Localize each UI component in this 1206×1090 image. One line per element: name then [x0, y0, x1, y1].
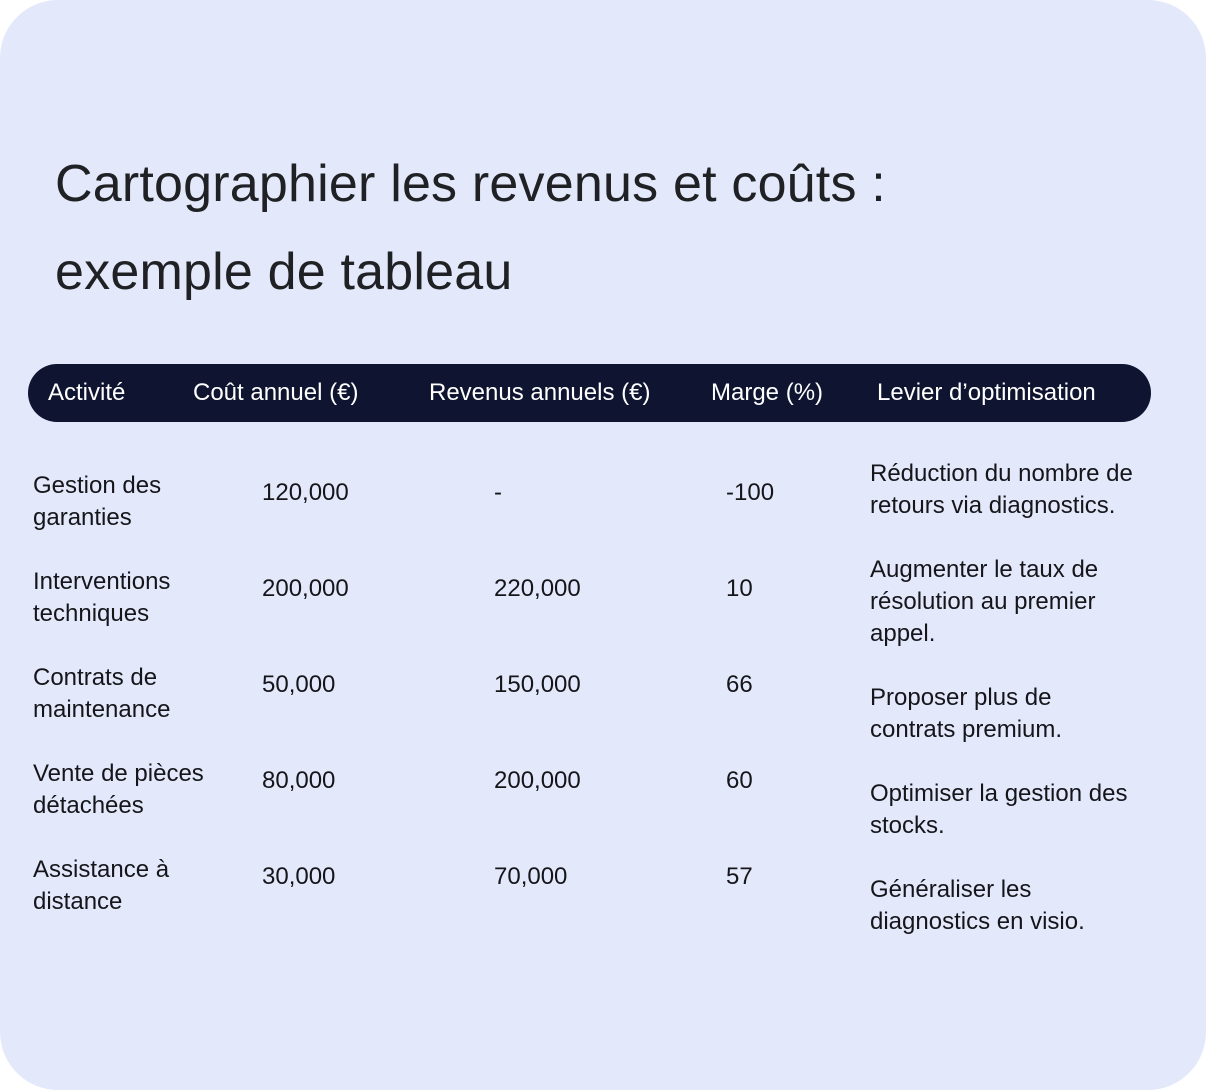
title-line-2: exemple de tableau [55, 242, 513, 301]
cell-cout: 30,000 [262, 863, 336, 890]
cell-revenus: 200,000 [494, 767, 581, 794]
cell-marge: 60 [726, 767, 753, 794]
title-line-1: Cartographier les revenus et coûts : [55, 154, 886, 213]
cell-levier: Proposer plus de contrats premium. [870, 684, 1063, 743]
cell-revenus: 220,000 [494, 575, 581, 602]
header-cout: Coût annuel (€) [193, 379, 359, 406]
cell-marge: 57 [726, 863, 753, 890]
cell-activite: Contrats de maintenance [33, 664, 171, 723]
header-levier: Levier d’optimisation [877, 379, 1096, 406]
cell-marge: 10 [726, 575, 753, 602]
header-marge: Marge (%) [711, 379, 824, 406]
cell-revenus: - [494, 479, 502, 506]
cell-levier: Augmenter le taux de résolution au premier appel. [870, 556, 1099, 647]
cell-marge: 66 [726, 671, 753, 698]
cell-cout: 200,000 [262, 575, 349, 602]
page-title [55, 140, 1135, 316]
cell-levier: Optimiser la gestion des stocks. [870, 780, 1128, 839]
header-activite: Activité [48, 379, 126, 406]
cell-activite: Assistance à distance [33, 856, 170, 915]
cell-activite: Interventions techniques [33, 568, 171, 627]
cell-levier: Réduction du nombre de retours via diagnostics. [870, 460, 1133, 519]
table-header [28, 364, 1151, 422]
cell-revenus: 70,000 [494, 863, 568, 890]
cell-cout: 80,000 [262, 767, 336, 794]
header-revenus: Revenus annuels (€) [429, 379, 651, 406]
cell-marge: -100 [726, 479, 775, 506]
cell-activite: Vente de pièces détachées [33, 760, 204, 819]
cell-cout: 120,000 [262, 479, 349, 506]
cell-activite: Gestion des garanties [33, 472, 162, 531]
cell-levier: Généraliser les diagnostics en visio. [870, 876, 1085, 935]
cell-revenus: 150,000 [494, 671, 581, 698]
cell-cout: 50,000 [262, 671, 336, 698]
